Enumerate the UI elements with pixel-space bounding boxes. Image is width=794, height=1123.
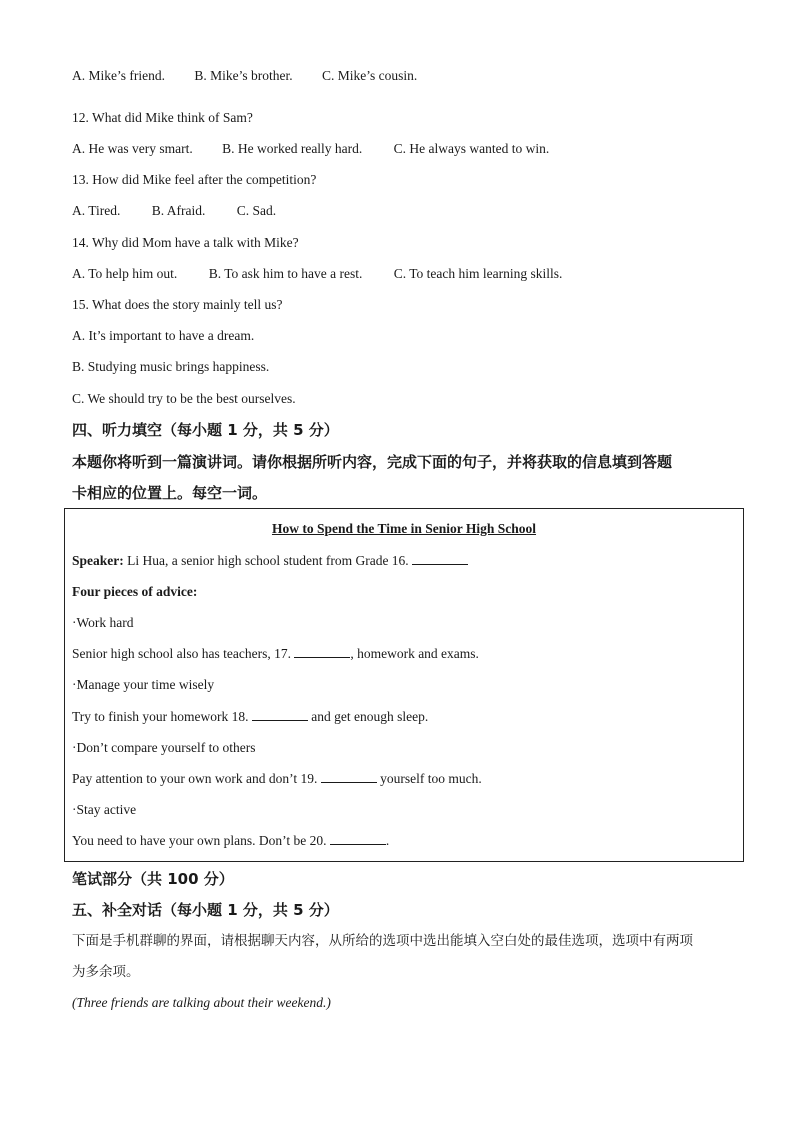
advice3-pre: Pay attention to your own work and don’t 19. [72,771,318,786]
q12-option-c: C. He always wanted to win. [393,141,550,156]
q11-option-a: A. Mike’s friend. [72,68,165,83]
q13-option-b: B. Afraid. [151,203,206,218]
q12-options [72,140,549,158]
advice-heading: Four pieces of advice: [72,584,198,599]
q14-options [72,265,562,283]
advice4-sentence [72,832,389,850]
advice1-post: , homework and exams. [350,646,479,661]
section4-instruction-line1: 本题你将听到一篇演讲词。请你根据所听内容，完成下面的句子，并将获取的信息填到答题 [72,453,673,471]
written-heading: 笔试部分（共 100 分） [72,870,234,888]
advice3-title: ·Don’t compare yourself to others [72,740,256,755]
section5-instruction-line2: 为多余项。 [72,964,140,980]
notes-speaker-line [72,552,468,570]
advice2-pre: Try to finish your homework 18. [72,709,249,724]
q15-option-a: A. It’s important to have a dream. [72,328,255,343]
advice2-sentence [72,708,428,726]
advice2-title: ·Manage your time wisely [72,677,215,692]
q13-options [72,202,276,220]
section5-context: (Three friends are talking about their weekend.) [72,995,331,1010]
advice1-sentence [72,645,479,663]
q13-question: 13. How did Mike feel after the competition? [72,172,317,187]
section5-instruction-line1: 下面是手机群聊的界面，请根据聊天内容，从所给的选项中选出能填入空白处的最佳选项，选项中有两项 [72,933,693,949]
q12-option-a: A. He was very smart. [72,141,193,156]
q14-option-c: C. To teach him learning skills. [393,266,563,281]
advice1-title: ·Work hard [72,615,134,630]
advice4-title: ·Stay active [72,802,137,817]
advice3-post: yourself too much. [380,771,482,786]
q13-option-a: A. Tired. [72,203,121,218]
answer-blank-19[interactable] [321,770,377,783]
advice1-pre: Senior high school also has teachers, 17. [72,646,291,661]
advice4-pre: You need to have your own plans. Don’t be 20. [72,833,327,848]
q11-option-c: C. Mike’s cousin. [321,68,418,83]
q12-question: 12. What did Mike think of Sam? [72,110,253,125]
q15-option-c: C. We should try to be the best ourselves. [72,391,296,406]
q15-question: 15. What does the story mainly tell us? [72,297,283,312]
notes-title: How to Spend the Time in Senior High School [271,521,537,536]
answer-blank-20[interactable] [330,832,386,845]
advice2-post: and get enough sleep. [311,709,429,724]
q15-option-b: B. Studying music brings happiness. [72,359,270,374]
q11-options [72,67,417,85]
q14-option-a: A. To help him out. [72,266,178,281]
answer-blank-16[interactable] [412,552,468,565]
q11-option-b: B. Mike’s brother. [194,68,293,83]
advice4-post: . [385,833,390,848]
speaker-text: Li Hua, a senior high school student from Grade 16. [127,553,409,568]
section4-heading: 四、听力填空（每小题 1 分，共 5 分） [72,421,339,439]
answer-blank-17[interactable] [294,645,350,658]
answer-blank-18[interactable] [252,708,308,721]
speaker-label: Speaker: [72,553,124,568]
section4-instruction-line2: 卡相应的位置上。每空一词。 [72,484,268,502]
q14-question: 14. Why did Mom have a talk with Mike? [72,235,299,250]
section5-heading: 五、补全对话（每小题 1 分，共 5 分） [72,901,339,919]
advice3-sentence [72,770,482,788]
q13-option-c: C. Sad. [236,203,277,218]
q12-option-b: B. He worked really hard. [222,141,363,156]
q14-option-b: B. To ask him to have a rest. [208,266,363,281]
